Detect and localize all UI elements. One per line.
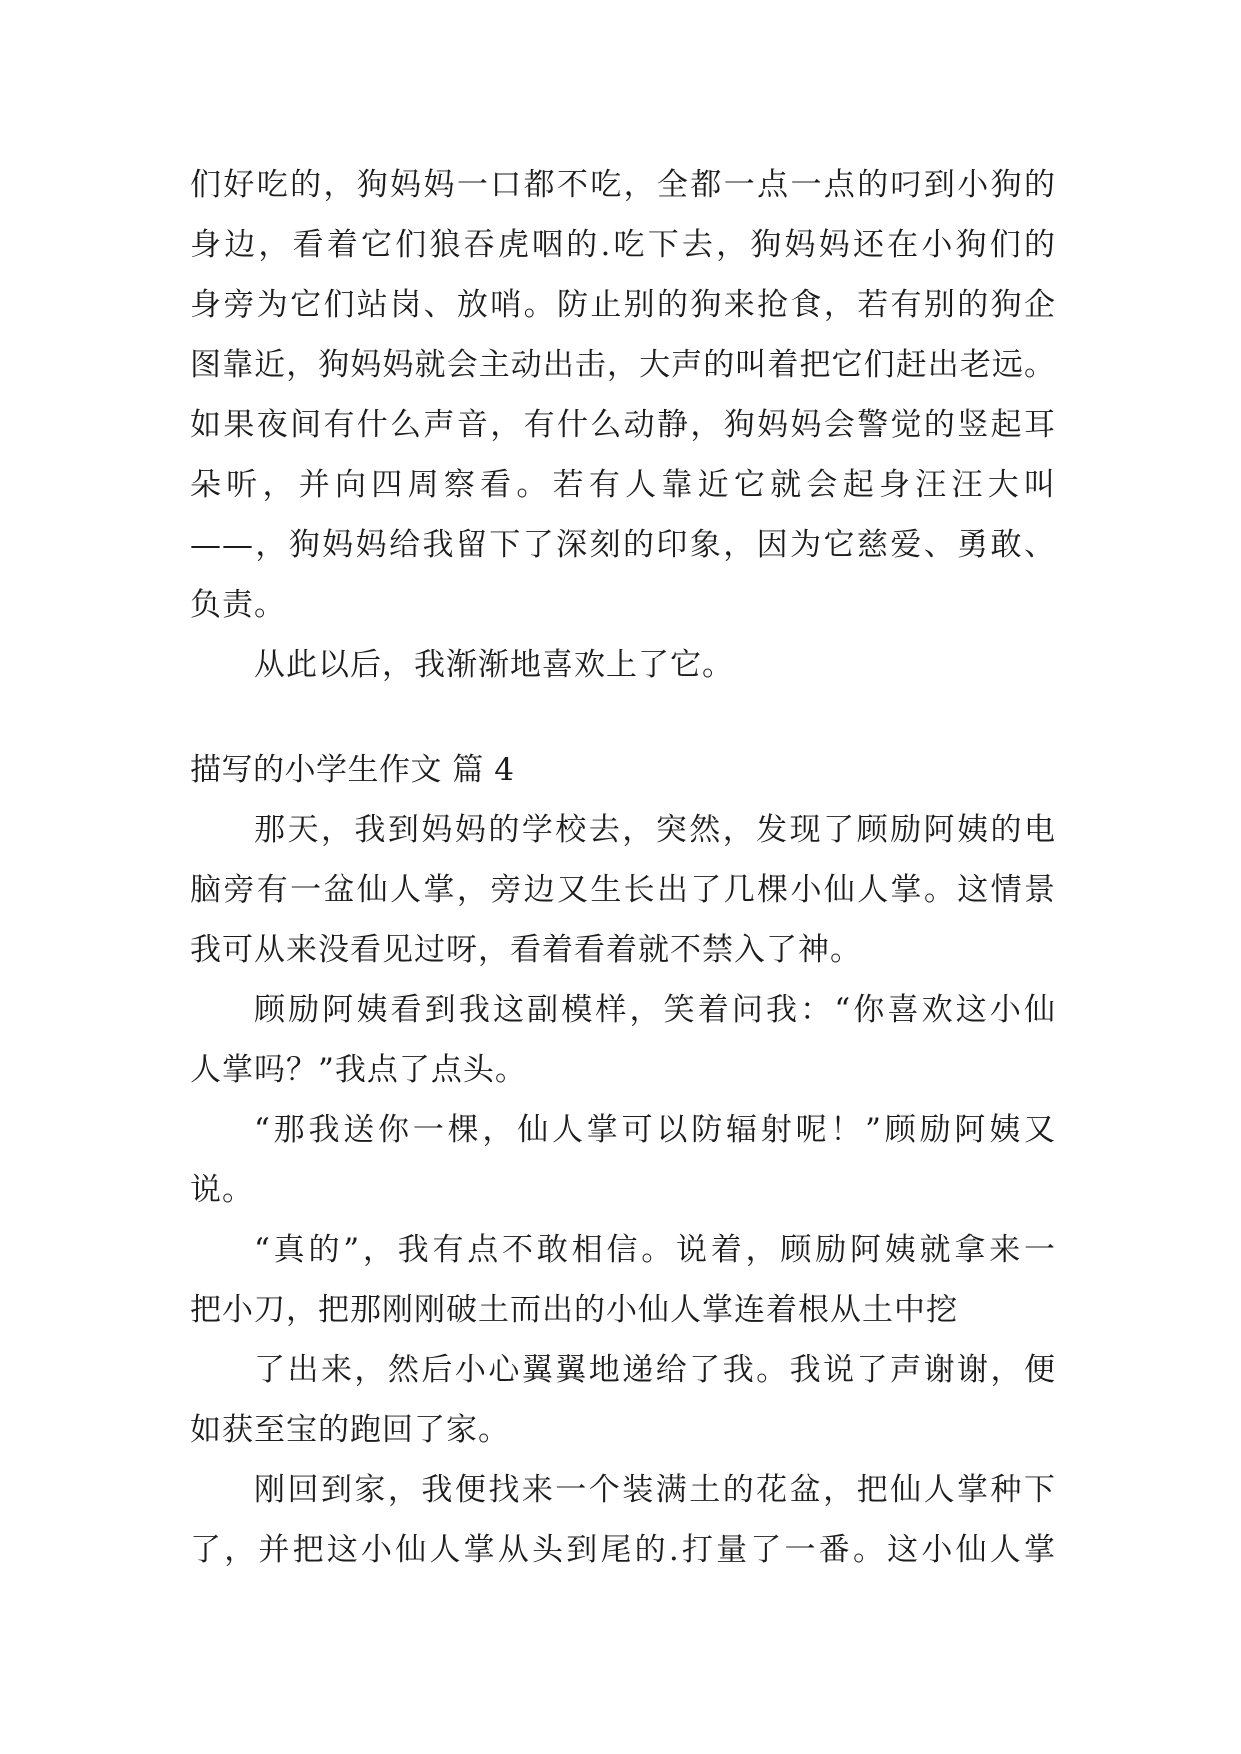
paragraph-line: 如获至宝的跑回了家。 xyxy=(190,1412,510,1448)
paragraph-line: 把小刀，把那刚刚破土而出的小仙人掌连着根从土中挖 xyxy=(190,1292,958,1328)
paragraph-line: 我可从来没看见过呀，看着看着就不禁入了神。 xyxy=(190,932,862,968)
paragraph-line: 身旁为它们站岗、放哨。防止别的狗来抢食，若有别的狗企 xyxy=(190,287,1056,323)
paragraph-line: 负责。 xyxy=(190,587,286,623)
paragraph-line: 了出来，然后小心翼翼地递给了我。我说了声谢谢，便 xyxy=(254,1352,1056,1388)
paragraph-line: 朵听，并向四周察看。若有人靠近它就会起身汪汪大叫 xyxy=(190,467,1056,503)
paragraph-line: 脑旁有一盆仙人掌，旁边又生长出了几棵小仙人掌。这情景 xyxy=(190,872,1056,908)
paragraph-line: 那天，我到妈妈的学校去，突然，发现了顾励阿姨的电 xyxy=(254,812,1056,848)
paragraph-line: 如果夜间有什么声音，有什么动静，狗妈妈会警觉的竖起耳 xyxy=(190,407,1056,443)
paragraph-line: 了，并把这小仙人掌从头到尾的.打量了一番。这小仙人掌 xyxy=(190,1532,1056,1568)
paragraph-line: 刚回到家，我便找来一个装满土的花盆，把仙人掌种下 xyxy=(254,1472,1056,1508)
paragraph-line: 顾励阿姨看到我这副模样，笑着问我：“你喜欢这小仙 xyxy=(254,992,1056,1028)
paragraph-line: 们好吃的，狗妈妈一口都不吃，全都一点一点的叼到小狗的 xyxy=(190,167,1056,203)
paragraph-line: 说。 xyxy=(190,1172,254,1208)
paragraph-line: “那我送你一棵，仙人掌可以防辐射呢！”顾励阿姨又 xyxy=(254,1112,1056,1148)
closing-paragraph: 从此以后，我渐渐地喜欢上了它。 xyxy=(254,647,734,683)
paragraph-line: ——，狗妈妈给我留下了深刻的印象，因为它慈爱、勇敢、 xyxy=(190,527,1056,563)
paragraph-line: 图靠近，狗妈妈就会主动出击，大声的叫着把它们赶出老远。 xyxy=(190,347,1056,383)
paragraph-line: 人掌吗？”我点了点头。 xyxy=(190,1052,527,1088)
paragraph-line: 身边，看着它们狼吞虎咽的.吃下去，狗妈妈还在小狗们的 xyxy=(190,227,1056,263)
paragraph-line: “真的”，我有点不敢相信。说着，顾励阿姨就拿来一 xyxy=(254,1232,1056,1268)
essay-heading: 描写的小学生作文 篇 4 xyxy=(190,752,515,788)
